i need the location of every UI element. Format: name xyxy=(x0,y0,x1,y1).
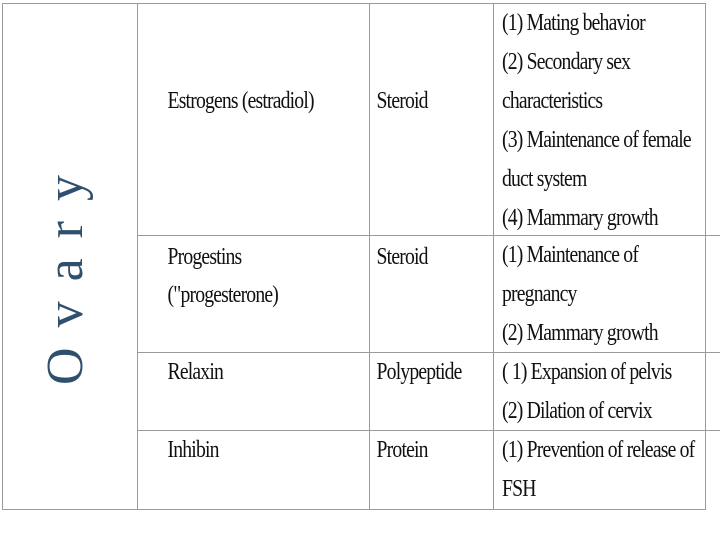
hormone-type: Steroid xyxy=(376,244,428,270)
function-line: (2) Mammary growth xyxy=(502,320,658,346)
function-cell-inhibin xyxy=(494,431,720,509)
hormone-name: Progestins xyxy=(167,244,242,270)
hormone-cell-relaxin xyxy=(138,353,370,431)
function-line: (4) Mammary growth xyxy=(502,205,658,231)
hormone-cell-estrogens xyxy=(138,4,370,236)
function-cell-relaxin xyxy=(494,353,720,431)
organ-cell xyxy=(3,4,138,509)
function-line: (1) Prevention of release of xyxy=(502,437,695,463)
function-line: duct system xyxy=(502,166,587,192)
hormone-name: Inhibin xyxy=(167,437,219,463)
hormone-name: Relaxin xyxy=(167,359,223,385)
function-line: (2) Secondary sex xyxy=(502,49,631,75)
function-line: (3) Maintenance of female xyxy=(502,127,691,153)
function-cell-estrogens xyxy=(494,4,720,236)
hormone-name-note: ("progesterone) xyxy=(167,282,279,308)
function-line: (1) Maintenance of xyxy=(502,242,639,268)
organ-label: Ovary xyxy=(37,155,94,385)
hormone-cell-inhibin xyxy=(138,431,370,509)
type-cell-relaxin xyxy=(370,353,494,431)
type-cell-inhibin xyxy=(370,431,494,509)
function-line: (1) Mating behavior xyxy=(502,10,645,36)
function-cell-progestins xyxy=(494,236,720,353)
type-cell-estrogens xyxy=(370,4,494,236)
function-line: FSH xyxy=(502,476,536,502)
hormone-cell-progestins xyxy=(138,236,370,353)
hormone-type: Steroid xyxy=(376,88,428,114)
hormone-type: Polypeptide xyxy=(376,359,462,385)
hormone-name: Estrogens (estradiol) xyxy=(167,88,314,114)
function-line: ( 1) Expansion of pelvis xyxy=(502,359,672,385)
function-line: (2) Dilation of cervix xyxy=(502,398,652,424)
hormone-type: Protein xyxy=(376,437,428,463)
type-cell-progestins xyxy=(370,236,494,353)
function-line: characteristics xyxy=(502,88,603,114)
function-line: pregnancy xyxy=(502,281,577,307)
ovary-hormone-table xyxy=(2,3,706,510)
